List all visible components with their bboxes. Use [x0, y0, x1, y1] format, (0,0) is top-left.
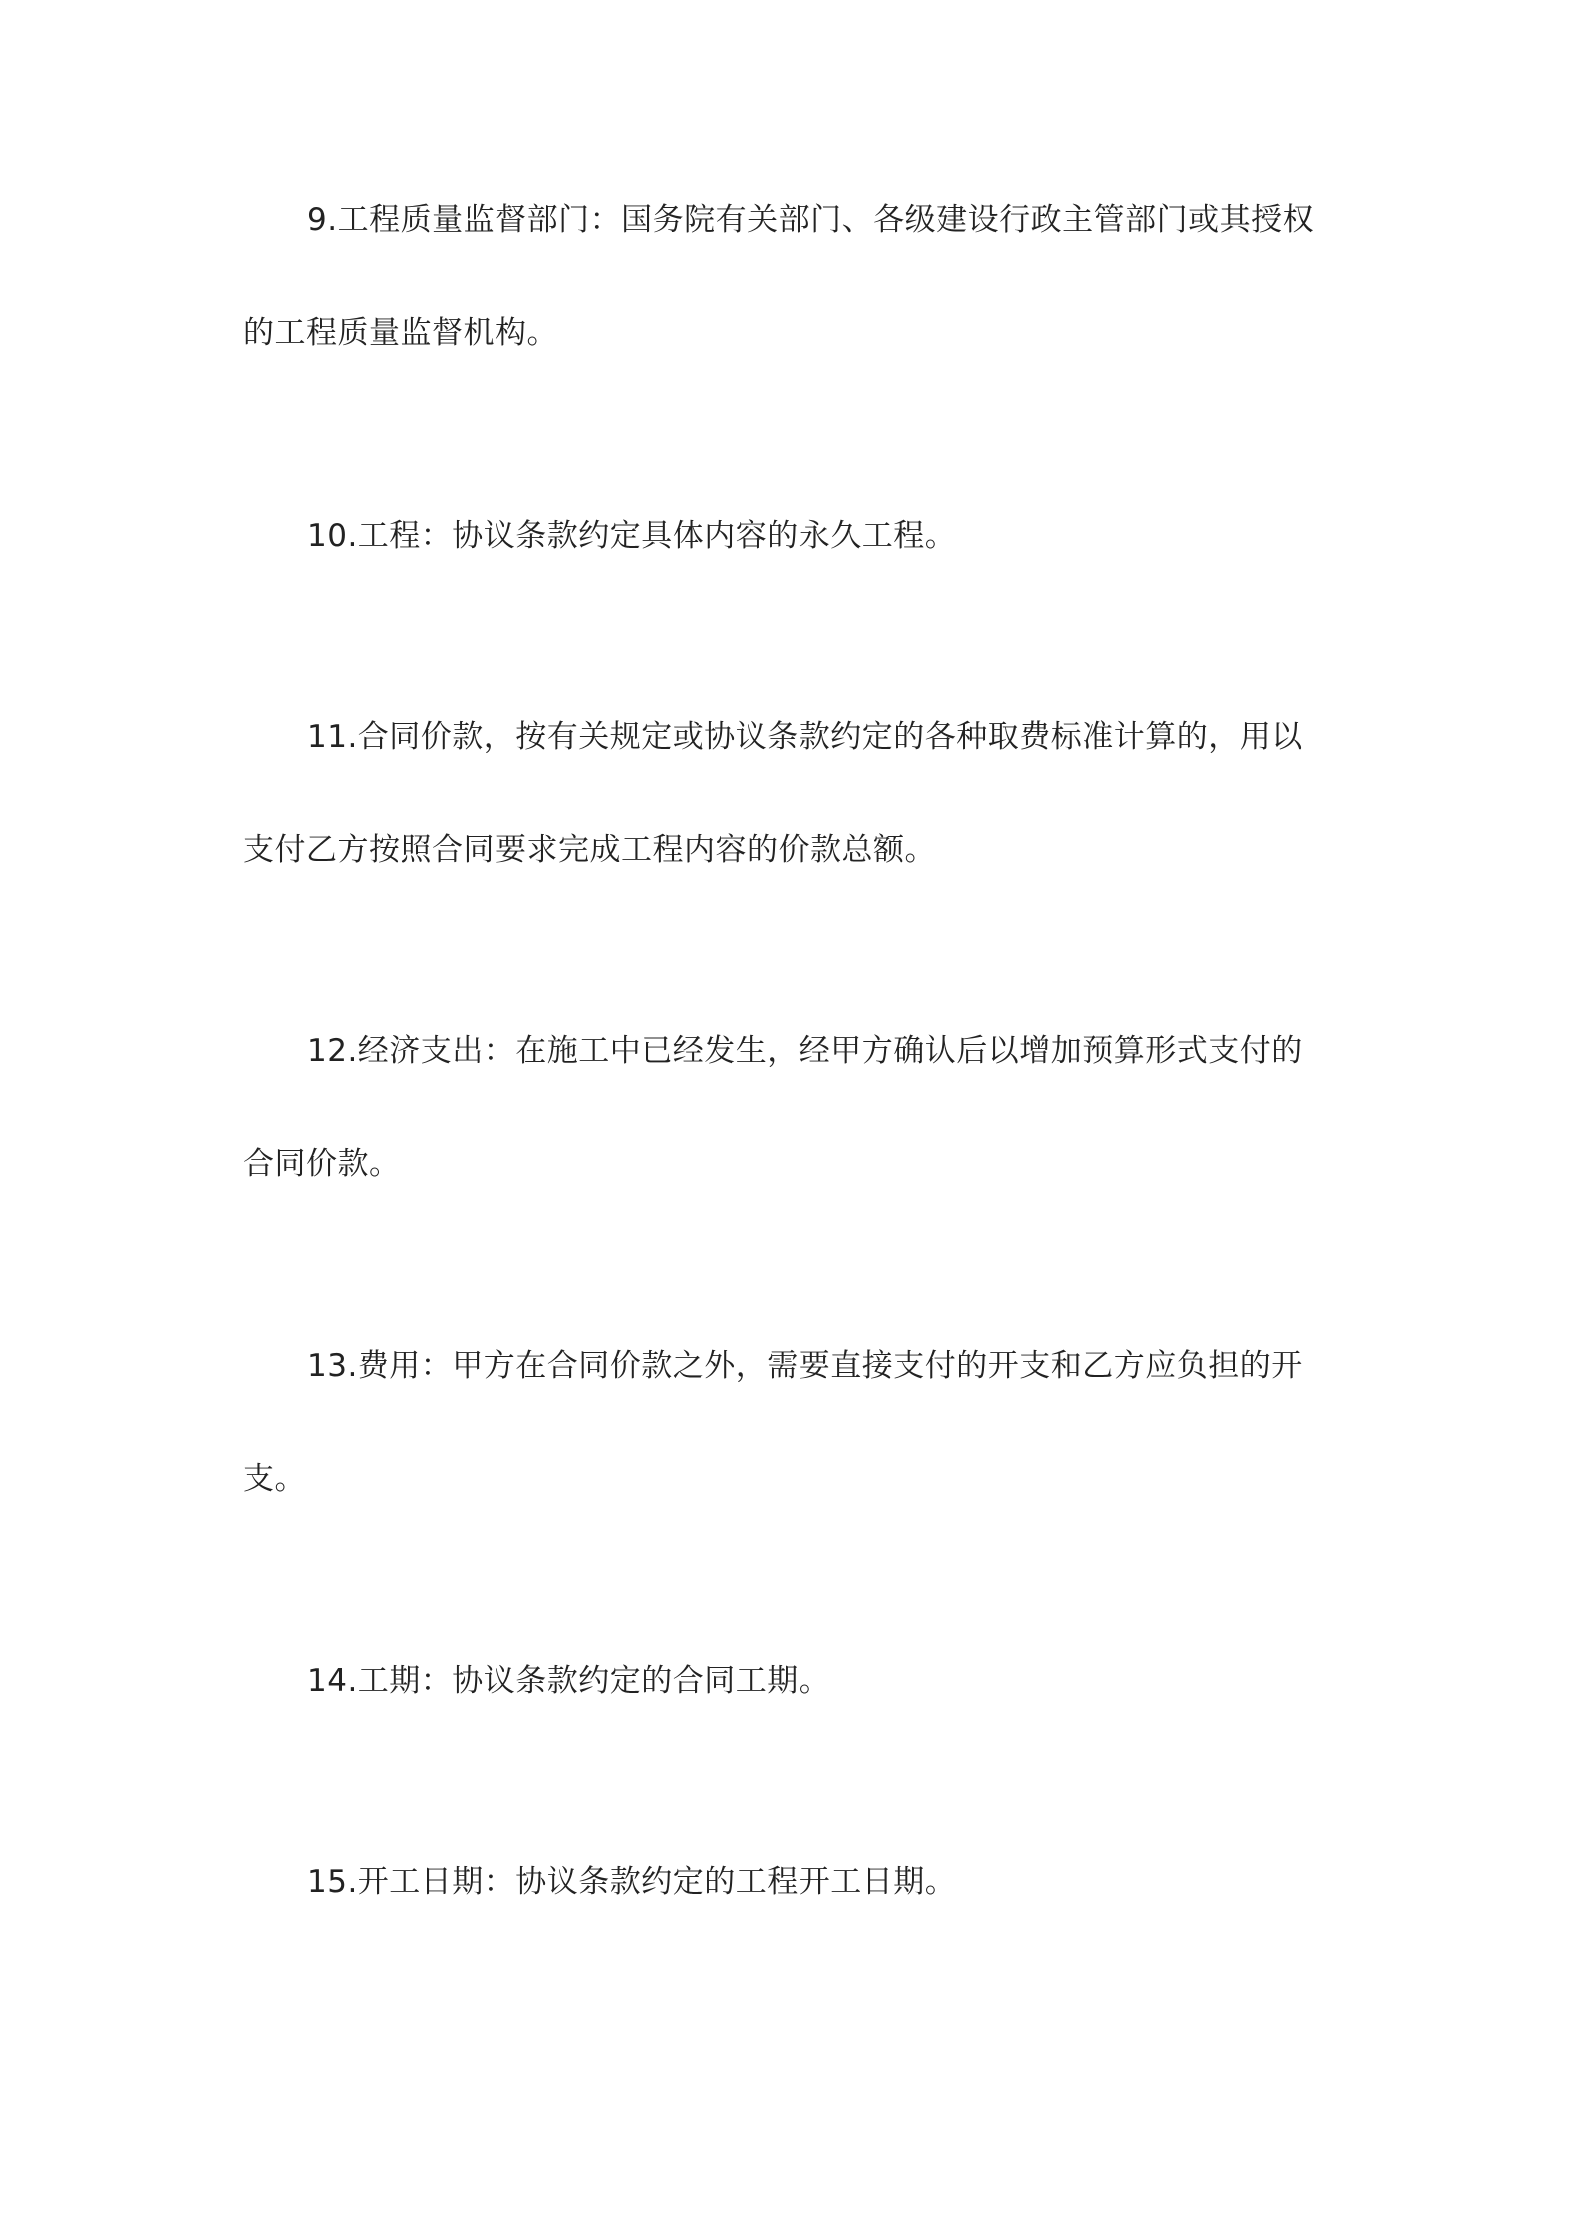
paragraph-12-line-1: 12.经济支出：在施工中已经发生，经甲方确认后以增加预算形式支付的 [307, 1033, 1303, 1069]
paragraph-11-line-1: 11.合同价款，按有关规定或协议条款约定的各种取费标准计算的，用以 [307, 719, 1303, 755]
paragraph-13-line-2: 支。 [243, 1461, 306, 1497]
paragraph-14-line-1: 14.工期：协议条款约定的合同工期。 [307, 1663, 831, 1699]
paragraph-12-line-2: 合同价款。 [243, 1146, 401, 1182]
paragraph-13-line-1: 13.费用：甲方在合同价款之外，需要直接支付的开支和乙方应负担的开 [307, 1348, 1303, 1384]
paragraph-9-line-1: 9.工程质量监督部门：国务院有关部门、各级建设行政主管部门或其授权 [307, 202, 1315, 238]
paragraph-11-line-2: 支付乙方按照合同要求完成工程内容的价款总额。 [243, 832, 936, 868]
paragraph-9-line-2: 的工程质量监督机构。 [243, 315, 558, 351]
paragraph-10-line-1: 10.工程：协议条款约定具体内容的永久工程。 [307, 518, 957, 554]
paragraph-15-line-1: 15.开工日期：协议条款约定的工程开工日期。 [307, 1864, 957, 1900]
